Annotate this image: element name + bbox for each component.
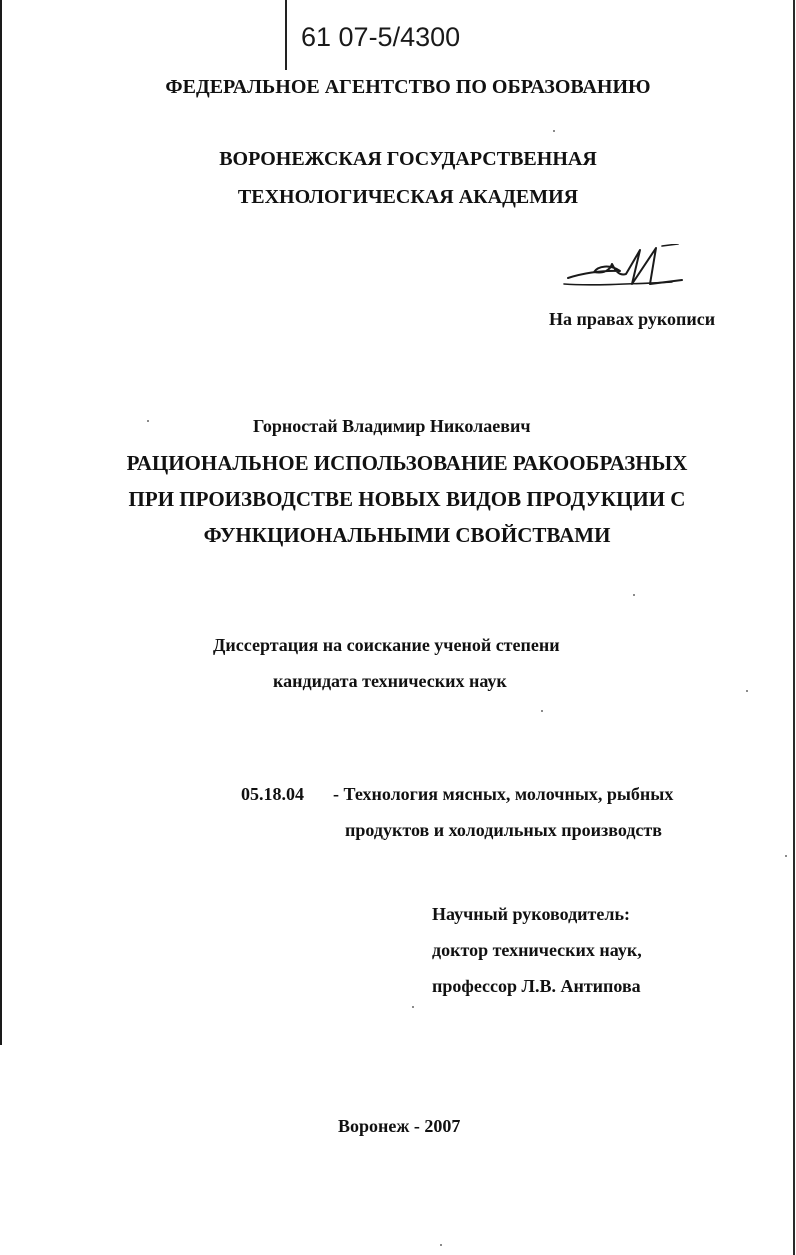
- scan-speck: [440, 1244, 442, 1246]
- place-and-year: Воронеж - 2007: [338, 1116, 461, 1136]
- academy-name-line1: ВОРОНЕЖСКАЯ ГОСУДАРСТВЕННАЯ: [219, 148, 597, 170]
- scan-speck: [147, 420, 149, 422]
- supervisor-degree: доктор технических наук,: [432, 940, 642, 960]
- library-stamp: [283, 0, 473, 70]
- supervisor-name: профессор Л.В. Антипова: [432, 976, 641, 996]
- scan-speck: [633, 594, 635, 596]
- specialty-name-line2: продуктов и холодильных производств: [345, 820, 662, 840]
- agency-name: ФЕДЕРАЛЬНОЕ АГЕНТСТВО ПО ОБРАЗОВАНИЮ: [165, 76, 651, 98]
- scan-speck: [785, 855, 787, 857]
- scan-speck: [553, 130, 555, 132]
- manuscript-rights-note: На правах рукописи: [549, 309, 716, 329]
- thesis-title-line2: ПРИ ПРОИЗВОДСТВЕ НОВЫХ ВИДОВ ПРОДУКЦИИ С: [128, 487, 686, 511]
- handwritten-signature: [560, 244, 690, 294]
- author-name: Горностай Владимир Николаевич: [253, 416, 531, 436]
- scan-speck: [746, 690, 748, 692]
- specialty-code: 05.18.04: [241, 784, 304, 804]
- degree-line2: кандидата технических наук: [273, 671, 507, 691]
- academy-name-line2: ТЕХНОЛОГИЧЕСКАЯ АКАДЕМИЯ: [237, 186, 579, 208]
- thesis-title-line3: ФУНКЦИОНАЛЬНЫМИ СВОЙСТВАМИ: [203, 523, 611, 547]
- scan-speck: [412, 1006, 414, 1008]
- thesis-title-line1: РАЦИОНАЛЬНОЕ ИСПОЛЬЗОВАНИЕ РАКООБРАЗНЫХ: [126, 451, 688, 475]
- stamp-left-line: [285, 0, 287, 70]
- stamp-number: 61 07-5/4300: [301, 22, 461, 52]
- degree-line1: Диссертация на соискание ученой степени: [213, 635, 560, 655]
- supervisor-label: Научный руководитель:: [432, 904, 630, 924]
- scan-speck: [541, 710, 543, 712]
- specialty-name-line1: - Технология мясных, молочных, рыбных: [333, 784, 674, 804]
